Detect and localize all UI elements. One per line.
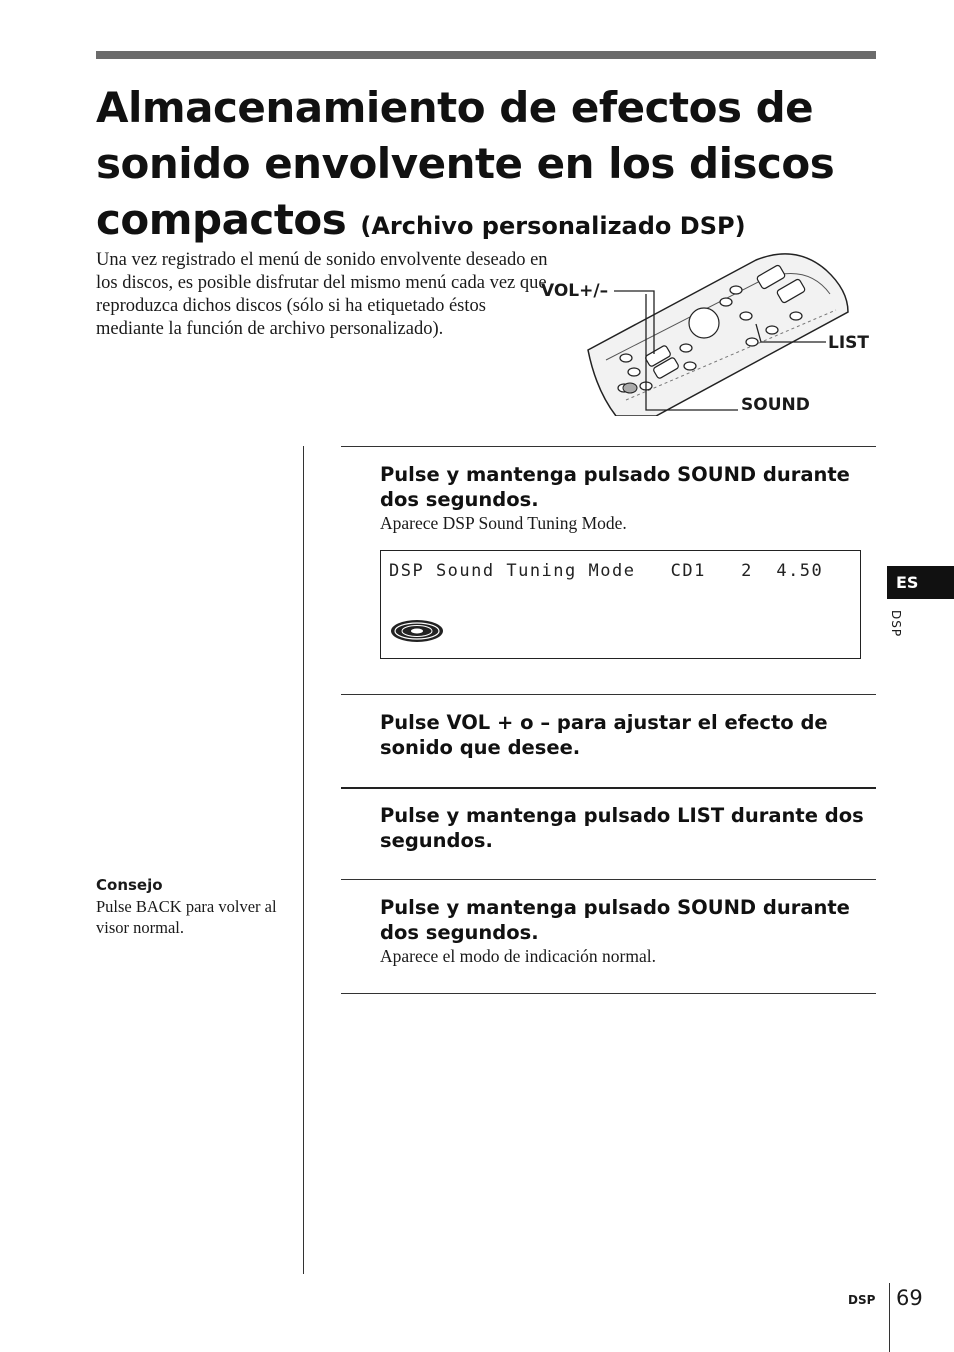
footer-section: DSP	[848, 1293, 876, 1307]
tip-heading: Consejo	[96, 876, 163, 894]
step-rule	[341, 787, 876, 789]
section-side-label: DSP	[889, 610, 903, 638]
step-1-result: Aparece DSP Sound Tuning Mode.	[380, 513, 627, 533]
page-number: 69	[896, 1286, 923, 1310]
top-rule	[96, 51, 876, 59]
step-2-instruction: Pulse VOL + o – para ajustar el efecto de sonido que desee.	[380, 711, 828, 759]
step-4-result: Aparece el modo de indicación normal.	[380, 946, 657, 966]
lcd-display	[380, 550, 861, 659]
footer-divider	[889, 1283, 890, 1352]
lcd-track: 2	[741, 561, 753, 581]
language-tab: ES	[887, 566, 954, 599]
callout-vol: VOL+/–	[541, 281, 609, 301]
step-rule	[341, 694, 876, 695]
lcd-time: 4.50	[776, 561, 824, 581]
step-3-instruction: Pulse y mantenga pulsado LIST durante dos segundos.	[380, 804, 864, 852]
step-rule	[341, 446, 876, 447]
page-title	[96, 80, 896, 254]
callout-list: LIST	[828, 333, 869, 353]
step-4-instruction: Pulse y mantenga pulsado SOUND durante dos segundos.	[380, 896, 850, 944]
step-rule	[341, 879, 876, 880]
step-rule	[341, 993, 876, 994]
title-subtitle: (Archivo personalizado DSP)	[360, 212, 746, 240]
lcd-source: CD1	[670, 561, 706, 581]
intro-paragraph: Una vez registrado el menú de sonido envolvente deseado en los discos, es posible disfrutar del mismo menú cada vez que reproduzca dichos discos (sólo si ha etiquetado éstos mediante la función de archivo personalizado).	[96, 250, 548, 339]
title-main: Almacenamiento de efectos de sonido envolvente en los discos compactos	[96, 83, 835, 244]
disc-icon	[389, 618, 445, 644]
column-divider	[303, 446, 304, 1274]
tip-text: Pulse BACK para volver al visor normal.	[96, 897, 277, 937]
callout-sound: SOUND	[741, 395, 810, 415]
lcd-mode: DSP Sound Tuning Mode	[389, 561, 636, 581]
step-1-instruction: Pulse y mantenga pulsado SOUND durante dos segundos.	[380, 463, 850, 511]
remote-control-illustration	[586, 250, 851, 416]
lcd-text	[389, 561, 823, 581]
